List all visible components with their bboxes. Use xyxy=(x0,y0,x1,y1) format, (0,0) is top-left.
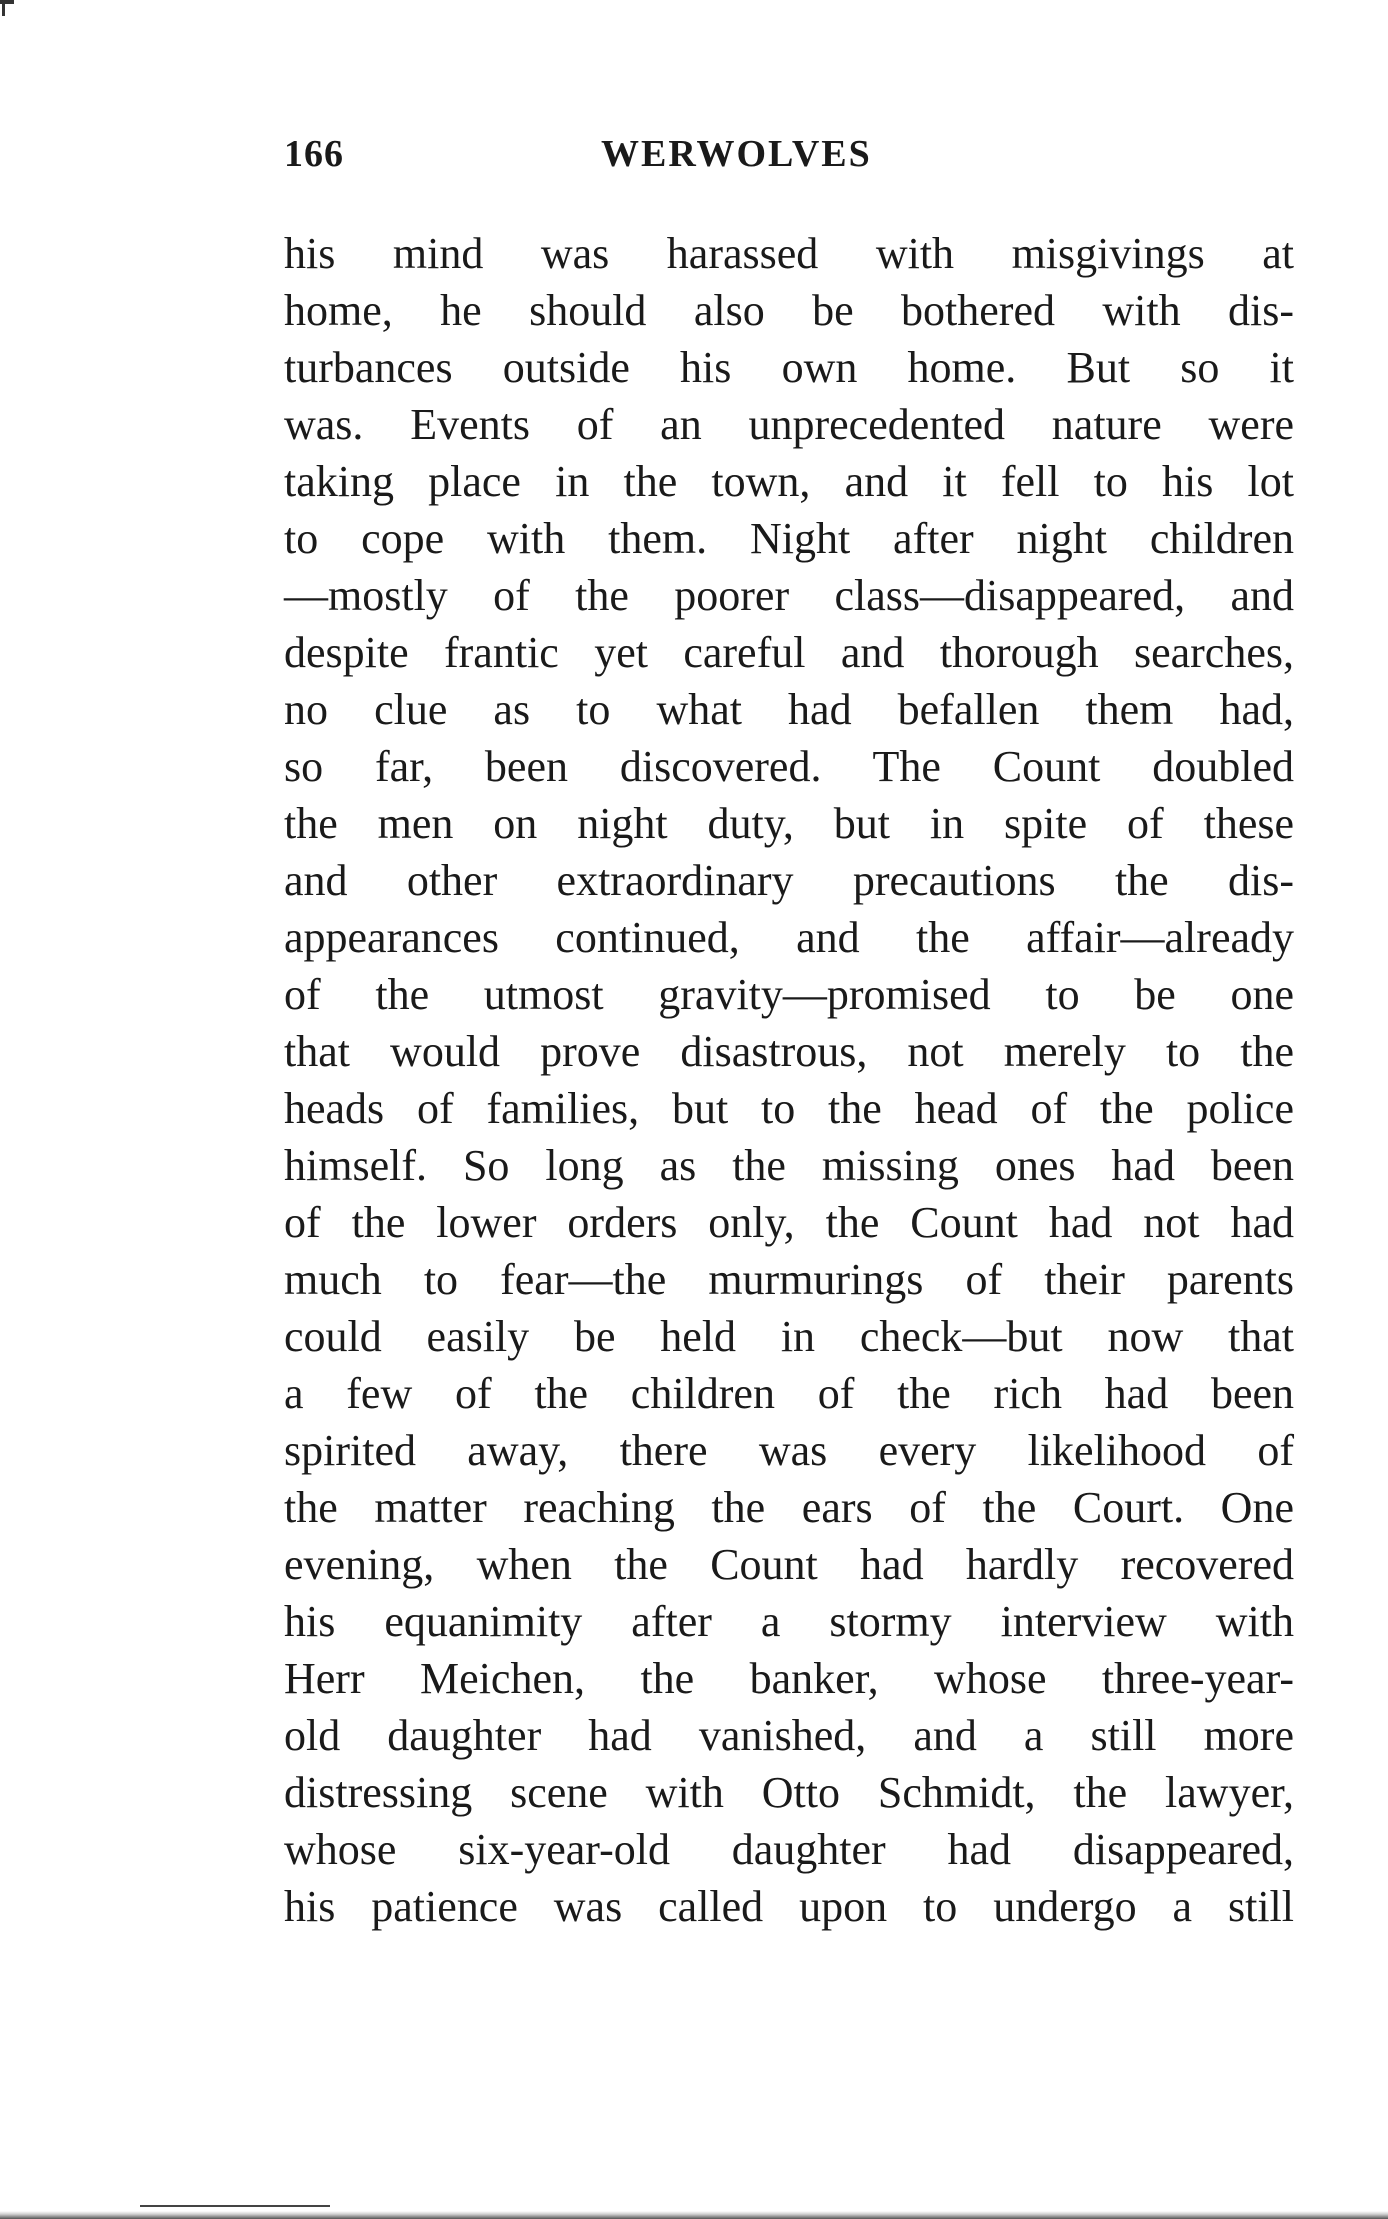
text-line: of the utmost gravity—promised to be one xyxy=(284,970,1294,1019)
body-text xyxy=(284,225,1294,1935)
text-line: his equanimity after a stormy interview with xyxy=(284,1597,1294,1646)
text-line: spirited away, there was every likelihood of xyxy=(284,1426,1294,1475)
text-line: could easily be held in check—but now that xyxy=(284,1312,1294,1361)
running-head: WERWOLVES xyxy=(601,133,872,175)
text-line: old daughter had vanished, and a still more xyxy=(284,1711,1294,1760)
text-line: evening, when the Count had hardly recovered xyxy=(284,1540,1294,1589)
text-line: whose six-year-old daughter had disappeared, xyxy=(284,1825,1294,1874)
text-line: turbances outside his own home. But so it xyxy=(284,343,1294,392)
text-line: that would prove disastrous, not merely to the xyxy=(284,1027,1294,1076)
text-line: the men on night duty, but in spite of these xyxy=(284,799,1294,848)
text-line: to cope with them. Night after night children xyxy=(284,514,1294,563)
text-line: of the lower orders only, the Count had not had xyxy=(284,1198,1294,1247)
corner-mark-vertical xyxy=(2,0,5,16)
text-line: much to fear—the murmurings of their parents xyxy=(284,1255,1294,1304)
page-bottom-edge xyxy=(0,2211,1388,2219)
text-line: Herr Meichen, the banker, whose three-year- xyxy=(284,1654,1294,1703)
text-line: and other extraordinary precautions the dis- xyxy=(284,856,1294,905)
text-line: no clue as to what had befallen them had, xyxy=(284,685,1294,734)
text-line: a few of the children of the rich had been xyxy=(284,1369,1294,1418)
text-line: the matter reaching the ears of the Court. One xyxy=(284,1483,1294,1532)
text-line: his patience was called upon to undergo a still xyxy=(284,1882,1294,1931)
text-line: distressing scene with Otto Schmidt, the lawyer, xyxy=(284,1768,1294,1817)
page-header xyxy=(284,132,1294,192)
text-line: despite frantic yet careful and thorough searches, xyxy=(284,628,1294,677)
text-line: taking place in the town, and it fell to his lot xyxy=(284,457,1294,506)
text-line: his mind was harassed with misgivings at xyxy=(284,229,1294,278)
text-line: so far, been discovered. The Count doubled xyxy=(284,742,1294,791)
text-line: himself. So long as the missing ones had been xyxy=(284,1141,1294,1190)
text-line: appearances continued, and the affair—already xyxy=(284,913,1294,962)
text-line: —mostly of the poorer class—disappeared, and xyxy=(284,571,1294,620)
text-line: was. Events of an unprecedented nature were xyxy=(284,400,1294,449)
text-line: home, he should also be bothered with dis- xyxy=(284,286,1294,335)
text-line: heads of families, but to the head of the police xyxy=(284,1084,1294,1133)
page-number: 166 xyxy=(284,133,344,175)
scan-artifact-dash xyxy=(140,2205,330,2207)
